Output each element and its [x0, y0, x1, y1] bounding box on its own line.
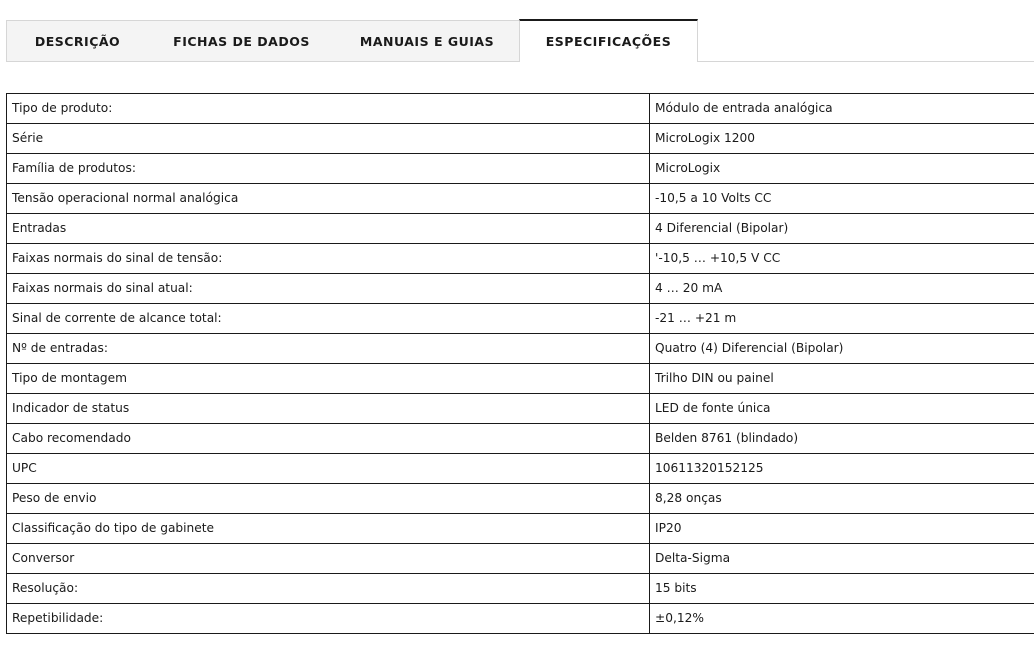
spec-value: '-10,5 … +10,5 V CC: [650, 244, 1034, 274]
table-row: [7, 274, 1034, 304]
table-row: [7, 184, 1034, 214]
table-row: [7, 574, 1034, 604]
spec-value: Belden 8761 (blindado): [650, 424, 1034, 454]
spec-value: 4 … 20 mA: [650, 274, 1034, 304]
spec-value: 10611320152125: [650, 454, 1034, 484]
spec-label: Entradas: [7, 214, 650, 244]
table-row: [7, 214, 1034, 244]
spec-value: ±0,12%: [650, 604, 1034, 634]
spec-value: -21 … +21 m: [650, 304, 1034, 334]
table-row: [7, 424, 1034, 454]
spec-value: Quatro (4) Diferencial (Bipolar): [650, 334, 1034, 364]
spec-label: Série: [7, 124, 650, 154]
table-row: [7, 154, 1034, 184]
table-row: [7, 334, 1034, 364]
table-row: [7, 544, 1034, 574]
table-row: [7, 304, 1034, 334]
spec-value: Trilho DIN ou painel: [650, 364, 1034, 394]
table-row: [7, 454, 1034, 484]
spec-label: UPC: [7, 454, 650, 484]
spec-label: Resolução:: [7, 574, 650, 604]
table-row: [7, 514, 1034, 544]
spec-label: Cabo recomendado: [7, 424, 650, 454]
specifications-table: [6, 93, 1034, 634]
spec-label: Família de produtos:: [7, 154, 650, 184]
spec-value: Delta-Sigma: [650, 544, 1034, 574]
spec-value: MicroLogix: [650, 154, 1034, 184]
spec-label: Conversor: [7, 544, 650, 574]
spec-value: LED de fonte única: [650, 394, 1034, 424]
spec-label: Repetibilidade:: [7, 604, 650, 634]
table-row: [7, 364, 1034, 394]
spec-label: Faixas normais do sinal atual:: [7, 274, 650, 304]
spec-value: 4 Diferencial (Bipolar): [650, 214, 1034, 244]
spec-label: Classificação do tipo de gabinete: [7, 514, 650, 544]
spec-label: Peso de envio: [7, 484, 650, 514]
spec-value: -10,5 a 10 Volts CC: [650, 184, 1034, 214]
spec-value: 15 bits: [650, 574, 1034, 604]
table-row: [7, 94, 1034, 124]
spec-label: Tipo de produto:: [7, 94, 650, 124]
tab-bar: [6, 19, 1034, 62]
spec-label: Nº de entradas:: [7, 334, 650, 364]
spec-label: Tipo de montagem: [7, 364, 650, 394]
spec-value: 8,28 onças: [650, 484, 1034, 514]
table-row: [7, 604, 1034, 634]
table-row: [7, 394, 1034, 424]
tab-especificacoes[interactable]: ESPECIFICAÇÕES: [519, 19, 698, 62]
spec-label: Tensão operacional normal analógica: [7, 184, 650, 214]
table-row: [7, 484, 1034, 514]
spec-value: Módulo de entrada analógica: [650, 94, 1034, 124]
tab-descricao[interactable]: DESCRIÇÃO: [6, 20, 149, 61]
table-row: [7, 124, 1034, 154]
spec-value: IP20: [650, 514, 1034, 544]
tab-fichas-de-dados[interactable]: FICHAS DE DADOS: [148, 20, 336, 61]
spec-value: MicroLogix 1200: [650, 124, 1034, 154]
spec-label: Indicador de status: [7, 394, 650, 424]
spec-label: Faixas normais do sinal de tensão:: [7, 244, 650, 274]
tab-manuais-e-guias[interactable]: MANUAIS E GUIAS: [335, 20, 520, 61]
table-row: [7, 244, 1034, 274]
spec-label: Sinal de corrente de alcance total:: [7, 304, 650, 334]
